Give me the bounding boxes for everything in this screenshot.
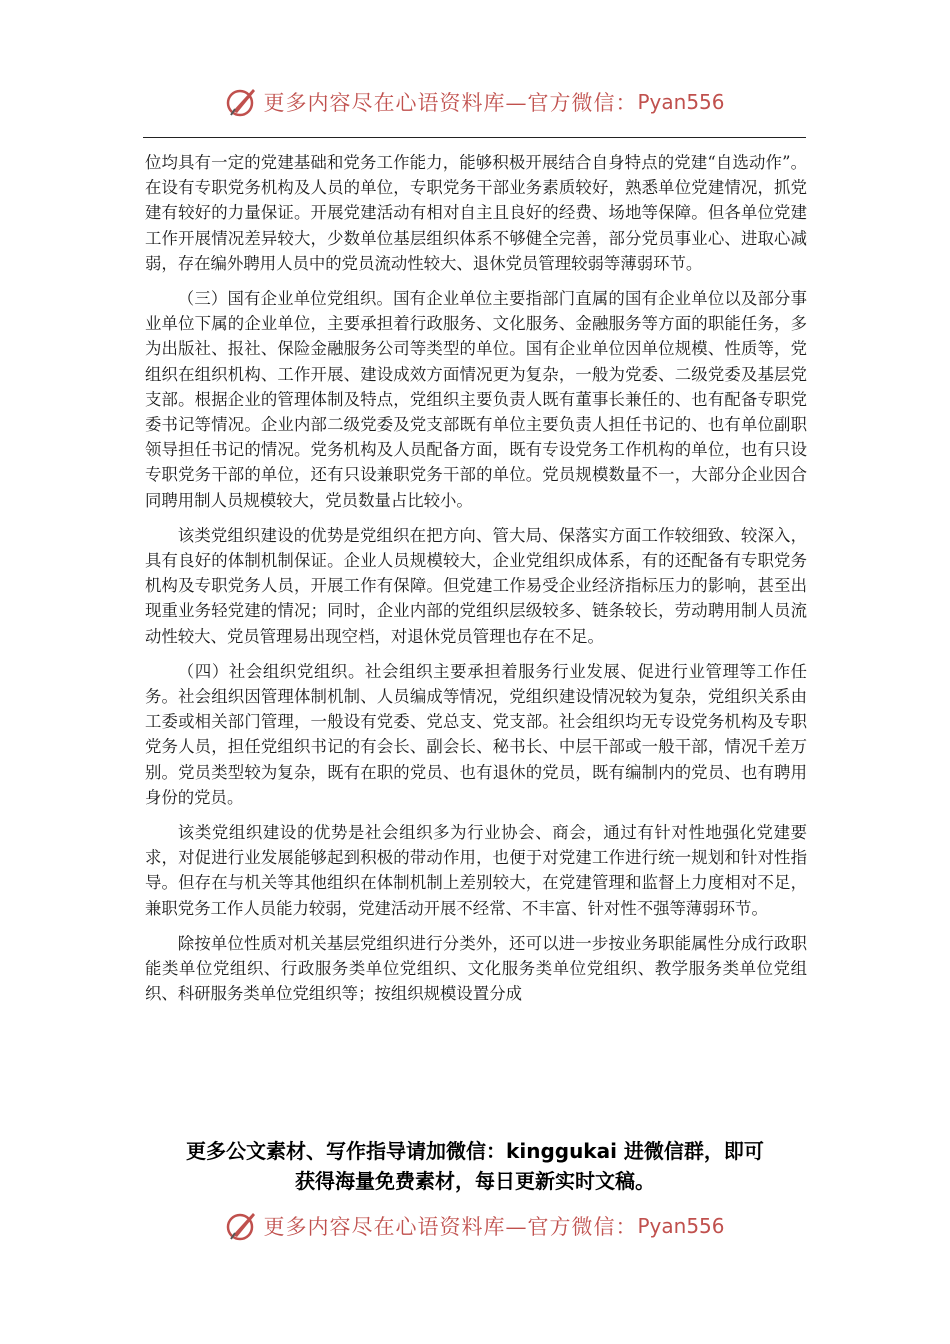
promo-line-1: 更多公文素材、写作指导请加微信：kinggukai 进微信群，即可 — [186, 1139, 764, 1163]
footer-banner — [0, 1206, 950, 1246]
quill-pen-logo-icon — [225, 85, 259, 119]
promo-line-2: 获得海量免费素材，每日更新实时文稿。 — [295, 1169, 655, 1193]
footer-banner-text: 更多内容尽在心语资料库—官方微信： — [263, 1215, 638, 1239]
body-paragraph: 位均具有一定的党建基础和党务工作能力，能够积极开展结合自身特点的党建“自选动作”。在设有专职党务机构及人员的单位，专职党务干部业务素质较好，熟悉单位党建情况，抓党建有较好的力量保证。开展党建活动有相对自主且良好的经费、场地等保障。但各单位党建工作开展情况差异较大，少数单位基层组织体系不够健全完善，部分党员事业心、进取心减弱，存在编外聘用人员中的党员流动性较大、退休党员管理较弱等薄弱环节。 — [145, 153, 807, 273]
body-paragraph: 该类党组织建设的优势是社会组织多为行业协会、商会，通过有针对性地强化党建要求，对促进行业发展能够起到积极的带动作用，也便于对党建工作进行统一规划和针对性指导。但存在与机关等其他组织在体制机制上差别较大，在党建管理和监督上力度相对不足，兼职党务工作人员能力较弱，党建活动开展不经常、不丰富、针对性不强等薄弱环节。 — [145, 823, 807, 918]
document-body — [145, 150, 807, 1017]
footer-banner-id: Pyan556 — [637, 1214, 725, 1238]
header-banner-text: 更多内容尽在心语资料库—官方微信： — [263, 91, 638, 115]
promo-notice — [0, 1136, 950, 1196]
body-paragraph: （三）国有企业单位党组织。国有企业单位主要指部门直属的国有企业单位以及部分事业单位下属的企业单位，主要承担着行政服务、文化服务、金融服务等方面的职能任务，多为出版社、报社、保险金融服务公司等类型的单位。国有企业单位因单位规模、性质等，党组织在组织机构、工作开展、建设成效方面情况更为复杂，一般为党委、二级党委及基层党支部。根据企业的管理体制及特点，党组织主要负责人既有董事长兼任的、也有配备专职党委书记等情况。企业内部二级党委及党支部既有单位主要负责人担任书记的、也有单位副职领导担任书记的情况。党务机构及人员配备方面，既有专设党务工作机构的单位，也有只设专职党务干部的单位，还有只设兼职党务干部的单位。党员规模数量不一，大部分企业因合同聘用制人员规模较大，党员数量占比较小。 — [145, 289, 807, 510]
body-paragraph: （四）社会组织党组织。社会组织主要承担着服务行业发展、促进行业管理等工作任务。社会组织因管理体制机制、人员编成等情况，党组织建设情况较为复杂，党组织关系由工委或相关部门管理，一般设有党委、党总支、党支部。社会组织均无专设党务机构及专职党务人员，担任党组织书记的有会长、副会长、秘书长、中层干部或一般干部，情况千差万别。党员类型较为复杂，既有在职的党员、也有退休的党员，既有编制内的党员、也有聘用身份的党员。 — [145, 661, 807, 807]
header-banner — [0, 82, 950, 122]
body-paragraph: 除按单位性质对机关基层党组织进行分类外，还可以进一步按业务职能属性分成行政职能类单位党组织、行政服务类单位党组织、文化服务类单位党组织、教学服务类单位党组织、科研服务类单位党组织等；按组织规模设置分成 — [145, 933, 807, 1004]
body-paragraph: 该类党组织建设的优势是党组织在把方向、管大局、保落实方面工作较细致、较深入，具有良好的体制机制保证。企业人员规模较大，企业党组织成体系，有的还配备有专职党务机构及专职党务人员，开展工作有保障。但党建工作易受企业经济指标压力的影响，甚至出现重业务轻党建的情况；同时，企业内部的党组织层级较多、链条较长，劳动聘用制人员流动性较大、党员管理易出现空档，对退休党员管理也存在不足。 — [145, 525, 807, 646]
quill-pen-logo-icon — [225, 1209, 259, 1243]
header-divider — [143, 137, 806, 138]
header-banner-id: Pyan556 — [637, 90, 725, 114]
